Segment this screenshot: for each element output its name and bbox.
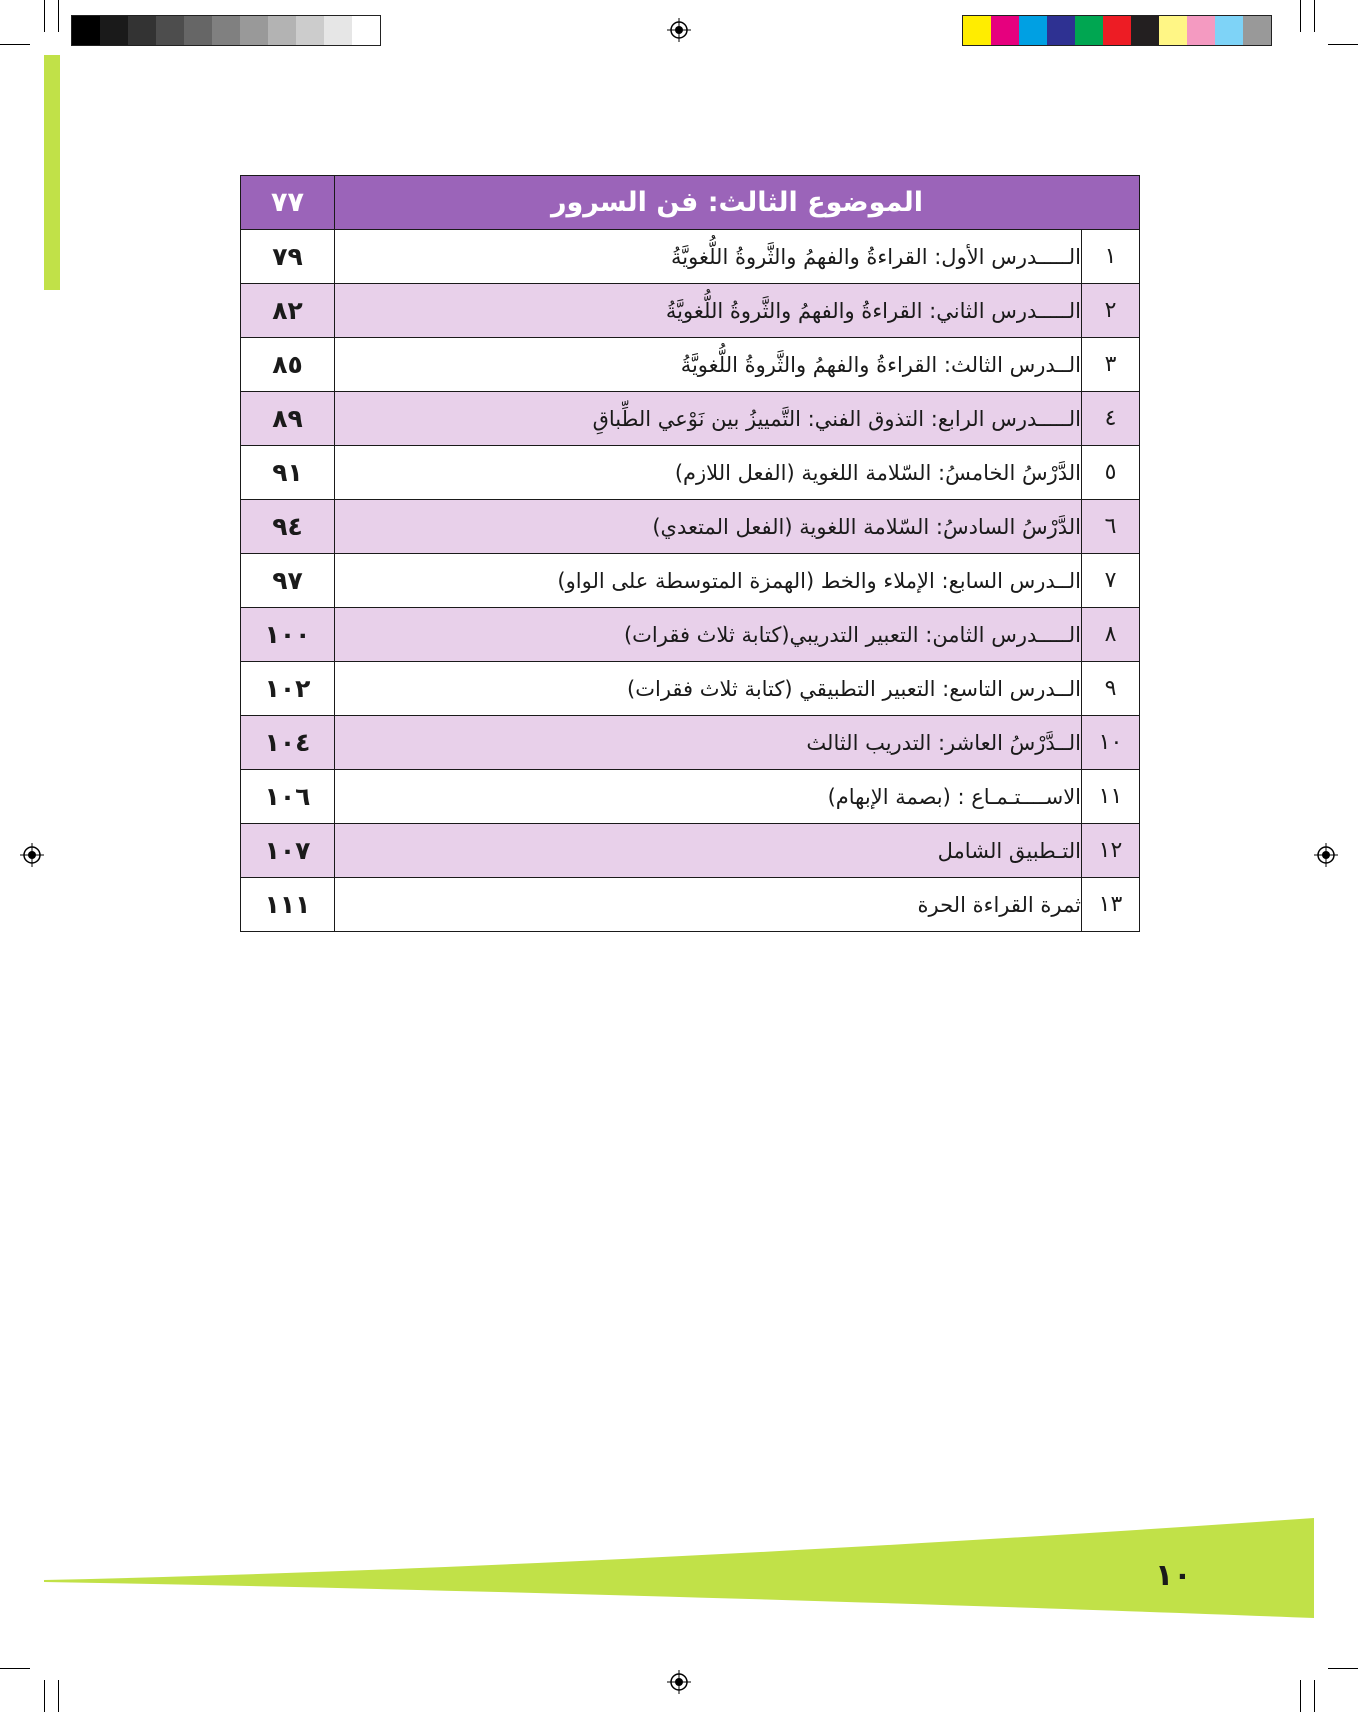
crop-mark [58, 1680, 59, 1712]
gray-swatch [184, 16, 212, 45]
registration-mark-icon [667, 1670, 691, 1694]
lesson-number: ١٠ [1082, 716, 1140, 770]
crop-mark [58, 0, 59, 32]
crop-mark [44, 0, 45, 32]
lesson-title: التـطبيق الشامل [335, 824, 1082, 878]
crop-mark [1314, 1680, 1315, 1712]
lesson-title: الدَّرْسُ السادسُ: السّلامة اللغوية (الفعل المتعدي) [335, 500, 1082, 554]
table-row [241, 662, 1140, 716]
table-row [241, 554, 1140, 608]
lesson-page: ٩١ [241, 446, 335, 500]
lesson-page: ١٠٧ [241, 824, 335, 878]
lesson-number: ١ [1082, 230, 1140, 284]
lesson-page: ١٠٤ [241, 716, 335, 770]
lesson-title: ثمرة القراءة الحرة [335, 878, 1082, 932]
gray-swatch [324, 16, 352, 45]
crop-mark [1300, 0, 1301, 32]
lesson-number: ٢ [1082, 284, 1140, 338]
lesson-title: الاســــتـمـاع : (بصمة الإبهام) [335, 770, 1082, 824]
lesson-number: ١١ [1082, 770, 1140, 824]
registration-mark-icon [20, 843, 44, 867]
table-row [241, 446, 1140, 500]
color-swatch [1243, 16, 1271, 45]
table-row [241, 824, 1140, 878]
lesson-number: ٩ [1082, 662, 1140, 716]
lesson-title: الدَّرْسُ الخامسُ: السّلامة اللغوية (الفعل اللازم) [335, 446, 1082, 500]
table-row [241, 392, 1140, 446]
table-row [241, 770, 1140, 824]
crop-mark [1314, 0, 1315, 32]
lesson-title: الـــــدرس الأول: القراءةُ والفهمُ والثَّروةُ اللُّغويَّةُ [335, 230, 1082, 284]
gray-swatch [268, 16, 296, 45]
lesson-number: ٤ [1082, 392, 1140, 446]
lesson-number: ٦ [1082, 500, 1140, 554]
gray-swatch [352, 16, 380, 45]
lesson-page: ٨٢ [241, 284, 335, 338]
color-swatch [1131, 16, 1159, 45]
table-row [241, 284, 1140, 338]
color-swatch [963, 16, 991, 45]
table-row [241, 716, 1140, 770]
color-swatch [1019, 16, 1047, 45]
gray-swatch [156, 16, 184, 45]
crop-mark [0, 1668, 30, 1669]
grayscale-calibration-bar [71, 15, 381, 46]
gray-swatch [212, 16, 240, 45]
table-row [241, 608, 1140, 662]
lesson-number: ٣ [1082, 338, 1140, 392]
page-number: ١٠ [1155, 1558, 1192, 1593]
lesson-title: الــدرس الثالث: القراءةُ والفهمُ والثَّروةُ اللُّغويَّةُ [335, 338, 1082, 392]
color-swatch [1103, 16, 1131, 45]
lesson-title: الـــــدرس الثامن: التعبير التدريبي(كتابة ثلاث فقرات) [335, 608, 1082, 662]
color-swatch [1047, 16, 1075, 45]
registration-mark-icon [1314, 843, 1338, 867]
crop-mark [1328, 1668, 1358, 1669]
lesson-number: ٧ [1082, 554, 1140, 608]
color-swatch [1215, 16, 1243, 45]
section-page: ٧٧ [241, 176, 335, 230]
lesson-page: ١١١ [241, 878, 335, 932]
lesson-number: ٨ [1082, 608, 1140, 662]
color-calibration-bar [962, 15, 1272, 46]
lesson-number: ٥ [1082, 446, 1140, 500]
lesson-page: ٩٧ [241, 554, 335, 608]
gray-swatch [100, 16, 128, 45]
table-of-contents [240, 175, 1140, 932]
crop-mark [1300, 1680, 1301, 1712]
table-row [241, 338, 1140, 392]
lesson-page: ٧٩ [241, 230, 335, 284]
table-row [241, 878, 1140, 932]
gray-swatch [240, 16, 268, 45]
color-swatch [991, 16, 1019, 45]
lesson-page: ٨٩ [241, 392, 335, 446]
crop-mark [1328, 44, 1358, 45]
lesson-page: ٨٥ [241, 338, 335, 392]
color-swatch [1075, 16, 1103, 45]
lesson-page: ٩٤ [241, 500, 335, 554]
side-accent-stripe [44, 55, 60, 290]
crop-mark [0, 44, 30, 45]
lesson-title: الــدرس التاسع: التعبير التطبيقي (كتابة ثلاث فقرات) [335, 662, 1082, 716]
toc-header-row [241, 176, 1140, 230]
section-title: الموضوع الثالث: فن السرور [335, 176, 1140, 230]
lesson-title: الـــــدرس الرابع: التذوق الفني: التَّمييزُ بين نَوْعي الطِّباقِ [335, 392, 1082, 446]
lesson-page: ١٠٦ [241, 770, 335, 824]
color-swatch [1159, 16, 1187, 45]
gray-swatch [72, 16, 100, 45]
registration-mark-icon [667, 18, 691, 42]
color-swatch [1187, 16, 1215, 45]
lesson-title: الـــــدرس الثاني: القراءةُ والفهمُ والثَّروةُ اللُّغويَّةُ [335, 284, 1082, 338]
lesson-page: ١٠٢ [241, 662, 335, 716]
table-row [241, 500, 1140, 554]
lesson-title: الــدَّرْسُ العاشر: التدريب الثالث [335, 716, 1082, 770]
crop-mark [44, 1680, 45, 1712]
gray-swatch [128, 16, 156, 45]
lesson-number: ١٣ [1082, 878, 1140, 932]
lesson-number: ١٢ [1082, 824, 1140, 878]
gray-swatch [296, 16, 324, 45]
lesson-page: ١٠٠ [241, 608, 335, 662]
lesson-title: الــدرس السابع: الإملاء والخط (الهمزة المتوسطة على الواو) [335, 554, 1082, 608]
table-row [241, 230, 1140, 284]
